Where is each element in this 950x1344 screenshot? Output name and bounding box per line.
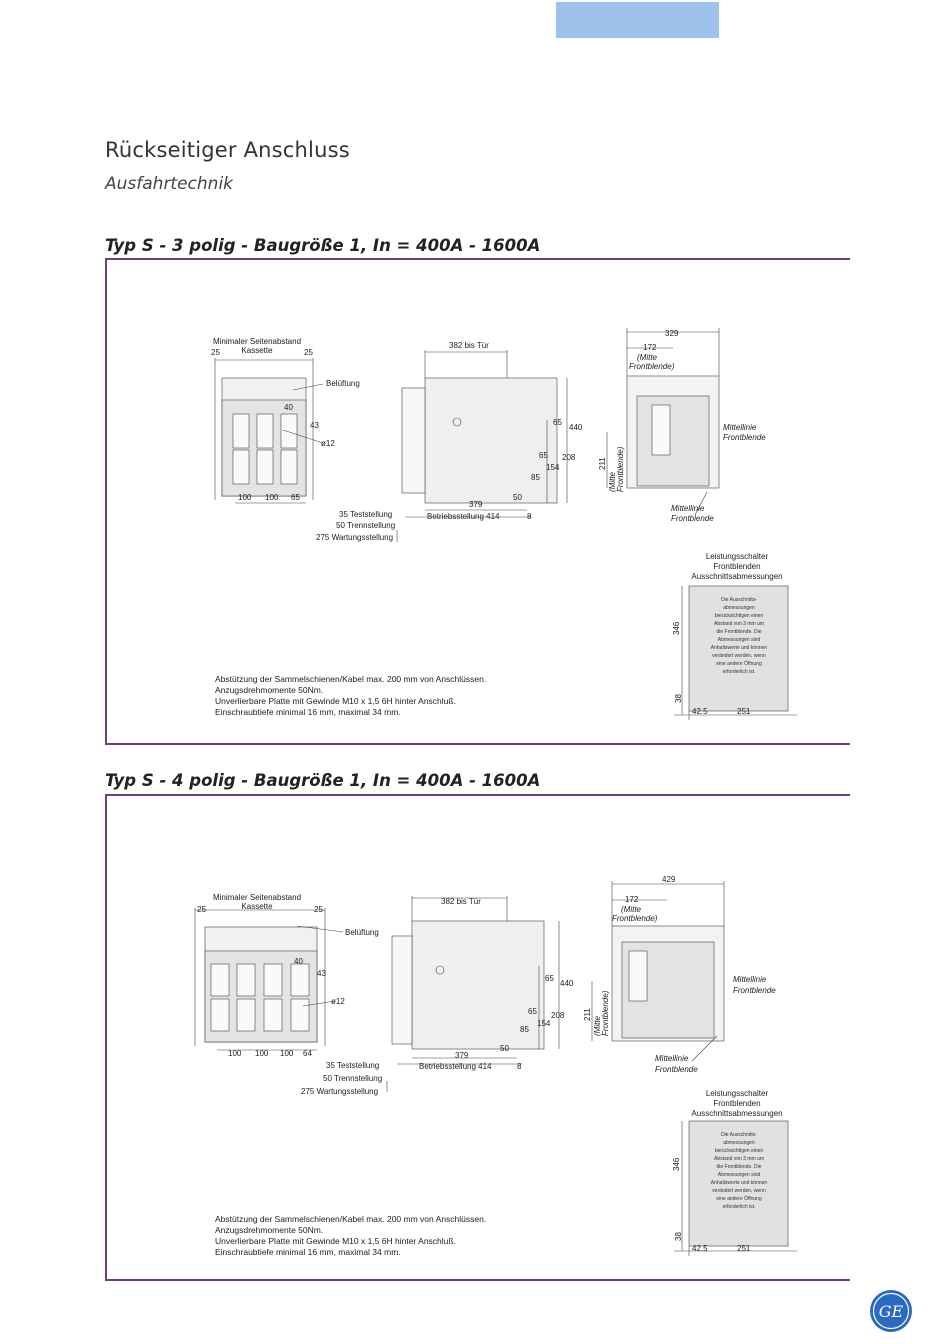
- wartung-label: 275 Wartungsstellung: [301, 1087, 379, 1096]
- svg-text:verändert werden, wenn: verändert werden, wenn: [712, 1188, 766, 1194]
- drawing-frame-4pol: [105, 794, 850, 1281]
- front-label-2: Kassette: [241, 902, 273, 911]
- panel-width: 429: [662, 875, 676, 884]
- side-left-dim: 25: [197, 905, 206, 914]
- spacing-2: 100: [255, 1049, 269, 1058]
- cutout-w251: 251: [737, 1244, 751, 1253]
- front-label-1: Minimaler Seitenabstand: [212, 337, 302, 346]
- centerline-2a: Mittellinie: [655, 1054, 689, 1063]
- centerline-2b: Frontblende: [655, 1065, 698, 1074]
- svg-text:Abstand von 3 mm um: Abstand von 3 mm um: [713, 1156, 765, 1162]
- panel-mid-note-2: Frontblende): [629, 362, 675, 371]
- cutout-w425: 42.5: [692, 707, 708, 716]
- dim-379: 379: [455, 1051, 469, 1060]
- depth-label: 382 bis Tür: [441, 897, 481, 906]
- height-65a: 65: [553, 418, 562, 427]
- panel-mid-note-2: Frontblende): [612, 914, 658, 923]
- centerline-1a: Mittellinie: [723, 423, 757, 432]
- height-85: 85: [520, 1025, 529, 1034]
- cutout-title-1: Leistungsschalter: [705, 552, 769, 561]
- wartung-label: 275 Wartungsstellung: [316, 533, 394, 542]
- front-label-1: Minimaler Seitenabstand: [212, 893, 302, 902]
- svg-text:Die Ausschnitts-: Die Ausschnitts-: [721, 1132, 757, 1138]
- height-208: 208: [562, 453, 576, 462]
- dim-40: 40: [284, 403, 293, 412]
- centerline-2b: Frontblende: [671, 514, 714, 523]
- installation-notes-4pol: Abstützung der Sammelschienen/Kabel max. 200 mm von Anschlüssen. Anzugsdrehmomente 50Nm. Unverlierbare Platte mit Gewinde M10 x 1,5 6H hinter Anschluß. Einschraubtiefe minimal 16 mm, maximal 34 mm.: [215, 1214, 487, 1257]
- height-154: 154: [537, 1019, 551, 1028]
- spacing-1: 100: [228, 1049, 242, 1058]
- centerline-1a: Mittellinie: [733, 975, 767, 984]
- svg-text:die Frontblende. Die: die Frontblende. Die: [716, 629, 762, 635]
- technical-drawing-4pol: [107, 796, 852, 1283]
- svg-text:erforderlich ist.: erforderlich ist.: [722, 1204, 756, 1210]
- vent-label: Belüftung: [326, 379, 360, 388]
- svg-text:die Frontblende. Die: die Frontblende. Die: [716, 1164, 762, 1170]
- panel-h211: 211: [598, 457, 607, 470]
- height-440: 440: [569, 423, 583, 432]
- ge-logo-icon: [868, 1288, 914, 1334]
- cutout-title-3: Ausschnittsabmessungen: [691, 572, 783, 581]
- svg-text:berücksichtigen einen: berücksichtigen einen: [714, 613, 764, 619]
- panel-v-note-1: (Mitte: [608, 472, 617, 492]
- spacing-3: 100: [280, 1049, 294, 1058]
- panel-h211: 211: [583, 1008, 592, 1021]
- svg-text:Die Ausschnitts-: Die Ausschnitts-: [721, 597, 757, 603]
- svg-text:Abmessungen sind: Abmessungen sind: [717, 637, 761, 643]
- svg-text:Anhaltswerte und können: Anhaltswerte und können: [710, 1180, 768, 1186]
- hole-dim: ø12: [321, 439, 335, 448]
- cutout-title-2: Frontblenden: [713, 1099, 761, 1108]
- svg-text:erforderlich ist.: erforderlich ist.: [722, 669, 756, 675]
- svg-text:berücksichtigen einen: berücksichtigen einen: [714, 1148, 764, 1154]
- page-title: Rückseitiger Anschluss: [105, 138, 350, 162]
- depth-label: 382 bis Tür: [449, 341, 489, 350]
- side-left-dim: 25: [211, 348, 220, 357]
- panel-mid: 172: [643, 343, 657, 352]
- trenn-label: 50 Trennstellung: [323, 1074, 383, 1083]
- panel-width: 329: [665, 329, 679, 338]
- height-154: 154: [546, 463, 560, 472]
- spacing-4: 64: [303, 1049, 312, 1058]
- height-440: 440: [560, 979, 574, 988]
- svg-text:abmessungen: abmessungen: [723, 1140, 755, 1146]
- cutout-h346: 346: [672, 621, 681, 635]
- cutout-h38: 38: [674, 694, 683, 703]
- cutout-title-2: Frontblenden: [713, 562, 761, 571]
- dim-43: 43: [310, 421, 319, 430]
- svg-text:eine andere Öffnung: eine andere Öffnung: [716, 661, 762, 667]
- panel-mid-note-1: (Mitte: [637, 353, 657, 362]
- svg-text:abmessungen: abmessungen: [723, 605, 755, 611]
- cutout-title-3: Ausschnittsabmessungen: [691, 1109, 783, 1118]
- dim-8: 8: [527, 512, 532, 521]
- dim-43: 43: [317, 969, 326, 978]
- section-heading-4pol: Typ S - 4 polig - Baugröße 1, In = 400A - 1600A: [105, 771, 541, 790]
- height-65b: 65: [528, 1007, 537, 1016]
- betrieb-label: Betriebsstellung 414: [419, 1062, 492, 1071]
- dim-379: 379: [469, 500, 483, 509]
- height-65b: 65: [539, 451, 548, 460]
- dim-8: 8: [517, 1062, 522, 1071]
- page-subtitle: Ausfahrtechnik: [105, 174, 234, 194]
- svg-text:Abmessungen sind: Abmessungen sind: [717, 1172, 761, 1178]
- betrieb-label: Betriebsstellung 414: [427, 512, 500, 521]
- drawing-frame-3pol: [105, 258, 850, 745]
- svg-text:GE: GE: [878, 1302, 904, 1321]
- header-accent-bar: [556, 2, 719, 38]
- vent-label: Belüftung: [345, 928, 379, 937]
- panel-v-note-2: Frontblende): [601, 990, 610, 1036]
- centerline-2a: Mittellinie: [671, 504, 705, 513]
- trenn-label: 50 Trennstellung: [336, 521, 396, 530]
- panel-mid-note-1: (Mitte: [621, 905, 641, 914]
- installation-notes-3pol: Abstützung der Sammelschienen/Kabel max. 200 mm von Anschlüssen. Anzugsdrehmomente 50Nm. Unverlierbare Platte mit Gewinde M10 x 1,5 6H hinter Anschluß. Einschraubtiefe minimal 16 mm, maximal 34 mm.: [215, 674, 487, 717]
- side-right-dim: 25: [314, 905, 323, 914]
- centerline-1b: Frontblende: [723, 433, 766, 442]
- test-label: 35 Teststellung: [339, 510, 393, 519]
- panel-mid: 172: [625, 895, 639, 904]
- svg-text:Anhaltswerte und können: Anhaltswerte und können: [710, 645, 768, 651]
- height-65a: 65: [545, 974, 554, 983]
- cutout-w425: 42.5: [692, 1244, 708, 1253]
- spacing-3: 65: [291, 493, 300, 502]
- test-label: 35 Teststellung: [326, 1061, 380, 1070]
- front-label-2: Kassette: [241, 346, 273, 355]
- dim-50: 50: [513, 493, 522, 502]
- svg-text:Abstand von 3 mm um: Abstand von 3 mm um: [713, 621, 765, 627]
- section-heading-3pol: Typ S - 3 polig - Baugröße 1, In = 400A - 1600A: [105, 236, 541, 255]
- height-85: 85: [531, 473, 540, 482]
- cutout-h346: 346: [672, 1157, 681, 1171]
- panel-v-note-1: (Mitte: [593, 1016, 602, 1036]
- panel-v-note-2: Frontblende): [616, 446, 625, 492]
- height-208: 208: [551, 1011, 565, 1020]
- cutout-title-1: Leistungsschalter: [705, 1089, 769, 1098]
- svg-text:eine andere Öffnung: eine andere Öffnung: [716, 1196, 762, 1202]
- svg-text:verändert werden, wenn: verändert werden, wenn: [712, 653, 766, 659]
- spacing-1: 100: [238, 493, 252, 502]
- spacing-2: 100: [265, 493, 279, 502]
- dim-50: 50: [500, 1044, 509, 1053]
- cutout-w251: 251: [737, 707, 751, 716]
- centerline-1b: Frontblende: [733, 986, 776, 995]
- hole-dim: ø12: [331, 997, 345, 1006]
- cutout-h38: 38: [674, 1232, 683, 1241]
- dim-40: 40: [294, 957, 303, 966]
- side-right-dim: 25: [304, 348, 313, 357]
